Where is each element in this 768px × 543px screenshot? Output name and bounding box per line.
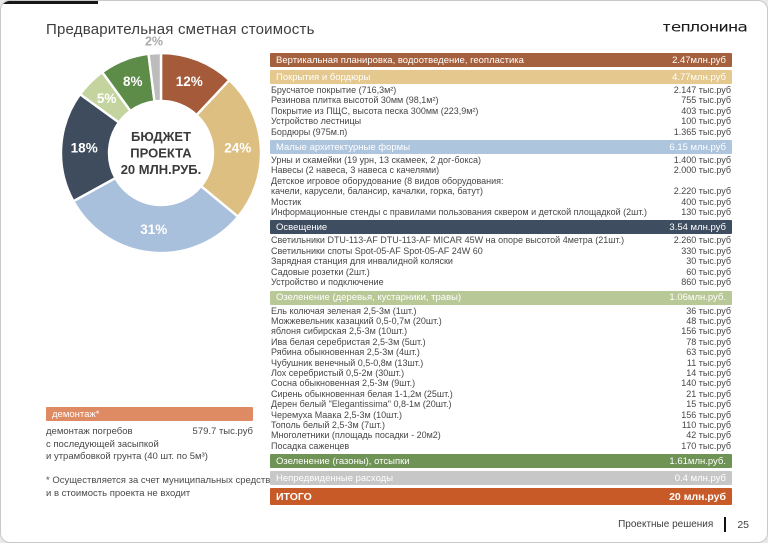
demolition-header-label: демонтаж* xyxy=(52,408,100,420)
row-value: 1.400 тыс.руб xyxy=(673,155,731,166)
row-label: Бордюры (975м.п) xyxy=(271,126,348,137)
row-value: 2.220 тыс.руб xyxy=(673,186,731,197)
table-row xyxy=(270,106,732,116)
row-label: Тополь белый 2,5-3м (7шт.) xyxy=(271,419,385,430)
demolition-block xyxy=(46,407,253,464)
row-value: 30 тыс.руб xyxy=(686,256,731,267)
section-header-value: 1.61млн.руб. xyxy=(669,455,726,467)
section-header xyxy=(270,454,732,468)
row-label: Мостик xyxy=(271,196,302,207)
row-value xyxy=(723,176,731,186)
table-row xyxy=(270,306,732,316)
section-header xyxy=(270,220,732,234)
slice-percentage-label: 8% xyxy=(122,73,143,89)
table-row xyxy=(270,389,732,399)
row-label: Покрытие из ПЩС, высота песка 300мм (223,9м²) xyxy=(271,105,479,116)
section-header-value: 2.47млн.руб xyxy=(672,54,726,66)
section-header-label: Малые архитектурные формы xyxy=(276,141,411,153)
slice-percentage-label: 5% xyxy=(96,91,117,107)
municipal-funding-footnote: * Осуществляется за счет муниципальных средств и в стоимость проекта не входит xyxy=(46,475,271,499)
demolition-row-value: 579.7 тыс.руб xyxy=(192,426,253,437)
footer-divider xyxy=(724,517,726,532)
row-value: 78 тыс.руб xyxy=(686,336,731,347)
demolition-row-label: демонтаж погребов xyxy=(46,426,133,437)
row-label: Навесы (2 навеса, 3 навеса с качелями) xyxy=(271,165,440,176)
row-label: Рябина обыкновенная 2,5-3м (4шт.) xyxy=(271,347,420,358)
row-label: Посадка саженцев xyxy=(271,440,350,451)
row-label: Брусчатое покрытие (716,3м²) xyxy=(271,85,397,95)
top-accent-bar xyxy=(1,1,98,4)
table-row xyxy=(270,316,732,326)
row-value: 2.147 тыс.руб xyxy=(673,85,731,95)
table-row xyxy=(270,277,732,287)
section-header-label: Вертикальная планировка, водоотведение, геопластика xyxy=(276,54,524,66)
table-row xyxy=(270,267,732,277)
row-label: Сирень обыкновенная белая 1-1,2м (25шт.) xyxy=(271,388,453,399)
section-header-label: ИТОГО xyxy=(276,490,312,503)
section-header-value: 1.06млн.руб. xyxy=(669,292,726,303)
row-value: 330 тыс.руб xyxy=(681,245,731,256)
row-value: 15 тыс.руб xyxy=(686,399,731,410)
estimate-table xyxy=(270,53,732,508)
table-row xyxy=(270,256,732,266)
section-header-value: 3.54 млн.руб xyxy=(669,221,726,233)
demolition-header xyxy=(46,407,253,421)
row-label: Резинова плитка высотой 30мм (98,1м²) xyxy=(271,95,439,106)
row-label: Устройство лестницы xyxy=(271,116,362,127)
section-header xyxy=(270,53,732,67)
row-value: 110 тыс.руб xyxy=(681,419,731,430)
table-row xyxy=(270,430,732,440)
row-value: 755 тыс.руб xyxy=(681,95,731,106)
donut-center-label: БЮДЖЕТ xyxy=(130,129,192,144)
row-label: Светильники DTU-113-AF DTU-113-AF MICAR 45W на опоре высотой 4метра (21шт.) xyxy=(271,235,625,246)
row-value: 48 тыс.руб xyxy=(686,315,731,326)
table-row xyxy=(270,197,732,207)
estimate-section xyxy=(270,220,732,287)
row-value: 156 тыс.руб xyxy=(681,409,731,420)
slice-percentage-label: 18% xyxy=(70,140,98,156)
row-value: 400 тыс.руб xyxy=(681,196,731,207)
brand-logo: теплонина xyxy=(661,19,747,35)
donut-center-label: ПРОЕКТА xyxy=(130,145,192,161)
row-label: Многолетники (площадь посадки - 20м2) xyxy=(271,430,441,441)
slice-percentage-label: 24% xyxy=(224,140,252,156)
section-header xyxy=(270,471,732,485)
table-row xyxy=(270,127,732,137)
row-value: 60 тыс.руб xyxy=(686,266,731,277)
section-header-value: 4.77млн.руб xyxy=(672,71,726,83)
table-row xyxy=(270,186,732,196)
demolition-line: с последующей засыпкой xyxy=(46,438,159,450)
row-value: 100 тыс.руб xyxy=(681,116,731,127)
demolition-line: и утрамбовкой грунта (40 шт. по 5м³) xyxy=(46,451,208,462)
row-label: качели, карусели, балансир, качалки, горка, батут) xyxy=(271,186,483,197)
row-label: Устройство и подключение xyxy=(271,277,384,288)
table-row xyxy=(270,399,732,409)
table-row xyxy=(270,235,732,245)
table-row xyxy=(270,378,732,388)
row-value: 170 тыс.руб xyxy=(681,440,731,451)
estimate-section xyxy=(270,53,732,67)
row-value: 2.000 тыс.руб xyxy=(673,165,731,176)
row-value: 1.365 тыс.руб xyxy=(673,126,731,137)
section-header xyxy=(270,291,732,305)
table-row xyxy=(270,246,732,256)
estimate-section xyxy=(270,471,732,485)
row-label: Дерен белый "Elegantissima" 0,8-1м (20шт.) xyxy=(271,399,452,410)
row-label: Урны и скамейки (19 урн, 13 скамеек, 2 дог-бокса) xyxy=(271,155,482,166)
donut-svg xyxy=(45,34,277,269)
estimate-section xyxy=(270,488,732,505)
row-label: Светильники споты Spot-05-AF Spot-05-AF 24W 60 xyxy=(271,245,483,256)
table-row xyxy=(270,116,732,126)
row-value: 156 тыс.руб xyxy=(681,326,731,337)
row-value: 21 тыс.руб xyxy=(686,388,731,399)
row-value: 2.260 тыс.руб xyxy=(673,235,731,246)
row-label: Детское игровое оборудование (8 видов оборудования: xyxy=(271,175,504,186)
row-value: 42 тыс.руб xyxy=(686,430,731,441)
table-row xyxy=(270,326,732,336)
table-row xyxy=(270,165,732,175)
table-row xyxy=(270,337,732,347)
section-header xyxy=(270,140,732,154)
table-row xyxy=(270,358,732,368)
row-label: Сосна обыкновенная 2,5-3м (9шт.) xyxy=(271,378,416,389)
section-header-value: 20 млн.руб xyxy=(669,490,726,503)
page-title: Предварительная сметная стоимость xyxy=(46,21,315,38)
row-value: 11 тыс.руб xyxy=(686,357,731,368)
row-label: Ива белая серебристая 2,5-3м (5шт.) xyxy=(271,336,426,347)
page-number: 25 xyxy=(737,518,749,531)
slice-percentage-label: 12% xyxy=(175,73,203,89)
table-row xyxy=(270,420,732,430)
table-row xyxy=(270,176,732,186)
estimate-section xyxy=(270,291,732,452)
estimate-section xyxy=(270,70,732,137)
total-header xyxy=(270,488,732,505)
row-value: 860 тыс.руб xyxy=(681,277,731,288)
row-label: Информационные стенды с правилами пользования сквером и детской площадкой (2шт.) xyxy=(271,207,647,218)
section-header-value: 6.15 млн.руб xyxy=(669,141,726,153)
donut-center-label: 20 МЛН.РУБ. xyxy=(120,162,202,177)
row-label: яблоня сибирская 2,5-3м (10шт.) xyxy=(271,326,408,337)
row-value: 130 тыс.руб xyxy=(681,207,731,218)
demolition-row xyxy=(46,426,253,439)
section-header-label: Покрытия и бордюры xyxy=(276,71,371,83)
row-value: 403 тыс.руб xyxy=(681,105,731,116)
estimate-section xyxy=(270,140,732,217)
page-footer xyxy=(618,517,749,532)
section-header-label: Непредвиденные расходы xyxy=(276,472,394,484)
section-header-value: 0.4 млн.руб xyxy=(674,472,726,484)
row-value: 36 тыс.руб xyxy=(686,305,731,316)
table-row xyxy=(270,155,732,165)
row-label: Садовые розетки (2шт.) xyxy=(271,266,370,277)
table-row xyxy=(270,347,732,357)
row-label: Чубушник венечный 0,5-0,8м (13шт.) xyxy=(271,357,424,368)
budget-donut-chart xyxy=(45,34,277,269)
table-row xyxy=(270,368,732,378)
footer-section-label: Проектные решения xyxy=(618,519,714,530)
section-header xyxy=(270,70,732,84)
row-label: Зарядная станция для инвалидной коляски xyxy=(271,256,453,267)
row-label: Можжевельник казацкий 0,5-0,7м (20шт.) xyxy=(271,315,442,326)
table-row xyxy=(270,410,732,420)
table-row xyxy=(270,85,732,95)
section-header-label: Освещение xyxy=(276,221,328,233)
row-label: Ель колючая зеленая 2,5-3м (1шт.) xyxy=(271,305,417,316)
row-value: 14 тыс.руб xyxy=(686,367,731,378)
section-header-label: Озеленение (деревья, кустарники, травы) xyxy=(276,292,462,303)
table-row xyxy=(270,207,732,217)
row-value: 140 тыс.руб xyxy=(681,378,731,389)
section-header-label: Озеленение (газоны), отсыпки xyxy=(276,455,410,467)
row-value: 63 тыс.руб xyxy=(686,347,731,358)
slice-percentage-label: 2% xyxy=(144,34,164,49)
table-row xyxy=(270,95,732,105)
row-label: Черемуха Маака 2,5-3м (10шт.) xyxy=(271,409,403,420)
table-row xyxy=(270,441,732,451)
estimate-section xyxy=(270,454,732,468)
slice-percentage-label: 31% xyxy=(140,222,168,238)
row-label: Лох серебристый 0,5-2м (30шт.) xyxy=(271,367,405,378)
